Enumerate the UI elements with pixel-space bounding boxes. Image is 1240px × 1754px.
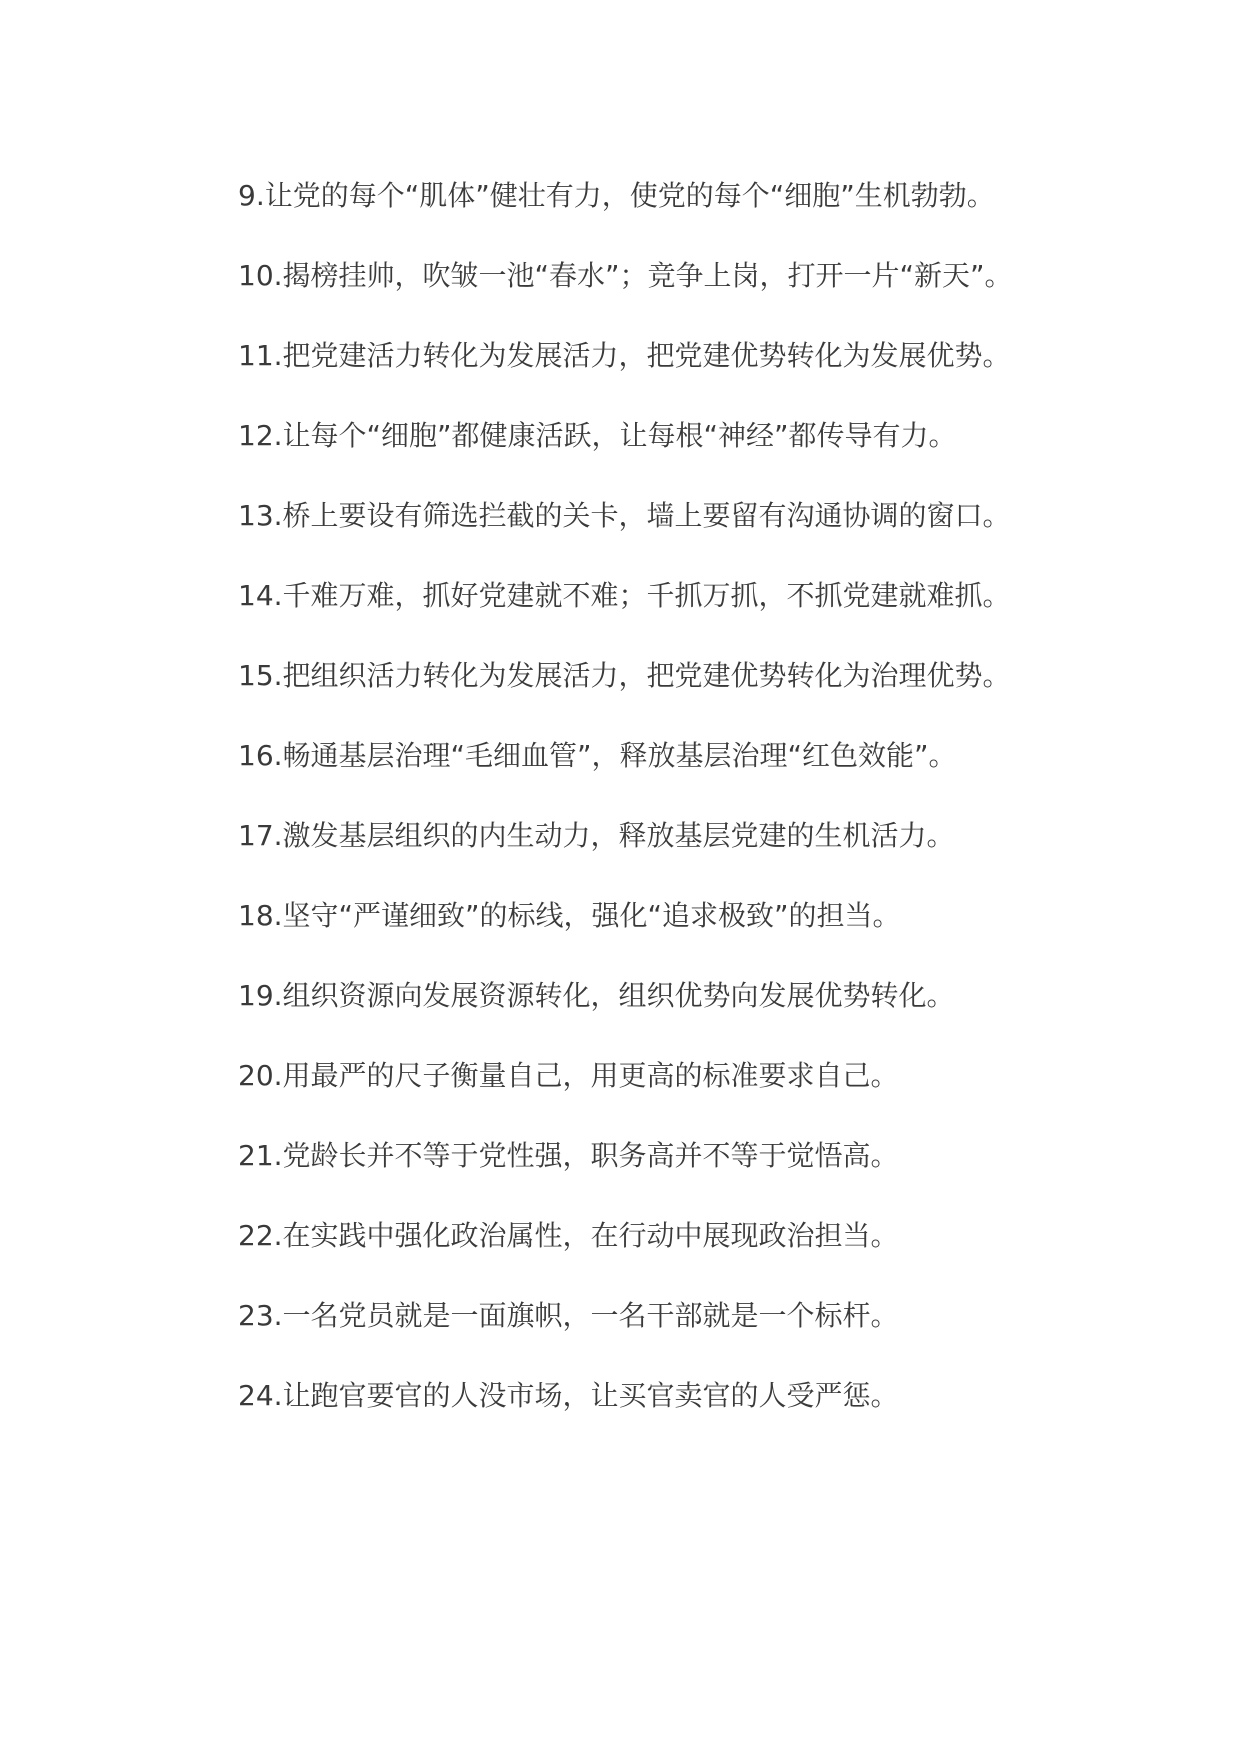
paragraph-13: 13.桥上要设有筛选拦截的关卡，墙上要留有沟通协调的窗口。 [238,499,1011,532]
paragraph-9: 9.让党的每个“肌体”健壮有力，使党的每个“细胞”生机勃勃。 [238,179,995,212]
paragraph-21: 21.党龄长并不等于党性强，职务高并不等于觉悟高。 [238,1139,899,1172]
paragraph-10: 10.揭榜挂帅，吹皱一池“春水”；竞争上岗，打开一片“新天”。 [238,259,1013,292]
paragraph-24: 24.让跑官要官的人没市场，让买官卖官的人受严惩。 [238,1379,899,1412]
paragraph-11: 11.把党建活力转化为发展活力，把党建优势转化为发展优势。 [238,339,1011,372]
paragraph-17: 17.激发基层组织的内生动力，释放基层党建的生机活力。 [238,819,955,852]
paragraph-22: 22.在实践中强化政治属性，在行动中展现政治担当。 [238,1219,899,1252]
paragraph-18: 18.坚守“严谨细致”的标线，强化“追求极致”的担当。 [238,899,901,932]
paragraph-15: 15.把组织活力转化为发展活力，把党建优势转化为治理优势。 [238,659,1011,692]
paragraph-16: 16.畅通基层治理“毛细血管”，释放基层治理“红色效能”。 [238,739,957,772]
paragraph-19: 19.组织资源向发展资源转化，组织优势向发展优势转化。 [238,979,955,1012]
paragraph-12: 12.让每个“细胞”都健康活跃，让每根“神经”都传导有力。 [238,419,957,452]
paragraph-14: 14.千难万难，抓好党建就不难；千抓万抓，不抓党建就难抓。 [238,579,1011,612]
paragraph-20: 20.用最严的尺子衡量自己，用更高的标准要求自己。 [238,1059,899,1092]
document-body [187,165,1055,1445]
paragraph-23: 23.一名党员就是一面旗帜，一名干部就是一个标杆。 [238,1299,899,1332]
